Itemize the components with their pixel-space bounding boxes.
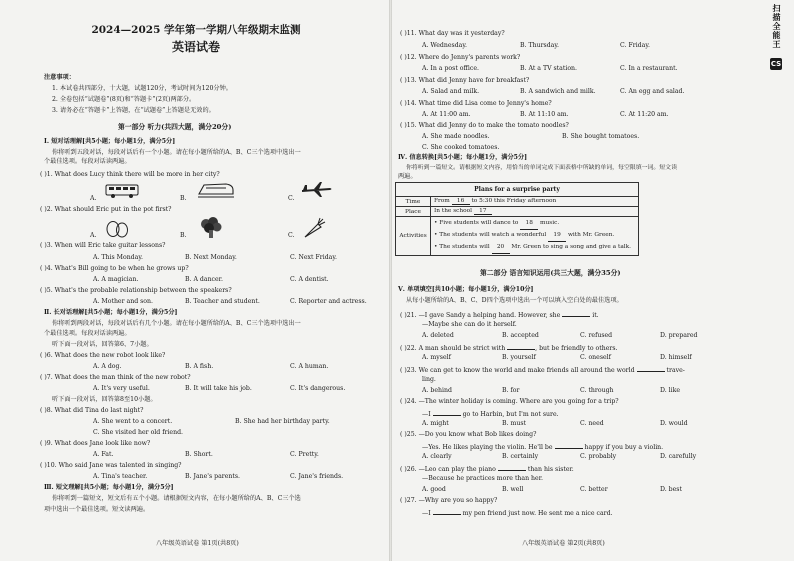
q7-option-b: B. It will take his job. xyxy=(185,385,252,392)
q23-option-a: A. behind xyxy=(422,387,452,394)
carrot-icon xyxy=(300,216,326,240)
question-11: ( )11. What day was it yesterday? xyxy=(400,30,505,37)
q3-option-b: B. Next Monday. xyxy=(185,254,237,261)
q6-option-b: B. A fish. xyxy=(185,363,214,370)
q21-option-d: D. prepared xyxy=(660,332,698,339)
question-2: ( )2. What should Eric put in the pot first? xyxy=(40,206,172,213)
q5-option-c: C. Reporter and actress. xyxy=(290,298,367,305)
q1-option-c: C. xyxy=(288,195,295,202)
section3-instruction: 你将听到一篇短文，短文后有五个小题。请根据短文内容，在每小题所给的A、B、C三个选 xyxy=(52,495,301,502)
blank-17[interactable]: 17 xyxy=(474,208,492,215)
q23-line2: ling. xyxy=(422,376,436,383)
q9-option-a: A. Fat. xyxy=(93,451,114,458)
q24-line2: —I go to Harbin, but I'm not sure. xyxy=(422,411,559,418)
question-26: ( )26. —Leo can play the piano than his sister. xyxy=(400,466,574,473)
q10-option-c: C. Jane's friends. xyxy=(290,473,344,480)
q13-option-c: C. An egg and salad. xyxy=(620,88,685,95)
section3-heading: Ⅲ. 短文理解[共5小题；每小题1分，满分5分] xyxy=(44,484,174,491)
q11-option-a: A. Wednesday. xyxy=(422,42,467,49)
q14-option-c: C. At 11:20 am. xyxy=(620,111,669,118)
q10-option-b: B. Jane's parents. xyxy=(185,473,241,480)
time-label: Time xyxy=(396,197,431,207)
q2-option-b: B. xyxy=(180,232,187,239)
q22-option-b: B. yourself xyxy=(502,354,536,361)
q15-option-c: C. She cooked tomatoes. xyxy=(422,144,500,151)
q11-option-c: C. Friday. xyxy=(620,42,650,49)
scanner-strip xyxy=(762,0,794,561)
section2-heading: Ⅱ. 长对话理解[共5小题；每小题1分，满分5分] xyxy=(44,309,178,316)
egg-icon xyxy=(104,218,130,238)
q25-option-a: A. clearly xyxy=(422,453,452,460)
q23-option-b: B. for xyxy=(502,387,520,394)
place-cell: In the school 17 xyxy=(431,207,639,217)
q25-option-c: C. probably xyxy=(580,453,617,460)
q13-option-b: B. A sandwich and milk. xyxy=(520,88,596,95)
q14-option-a: A. At 11:00 am. xyxy=(422,111,471,118)
question-4: ( )4. What's Bill going to be when he grows up? xyxy=(40,265,189,272)
q7-option-a: A. It's very useful. xyxy=(93,385,150,392)
broccoli-icon xyxy=(198,216,224,240)
question-22: ( )22. A man should be strict with , but be friendly to others. xyxy=(400,345,618,352)
question-25: ( )25. —Do you know what Bob likes doing? xyxy=(400,431,537,438)
q15-option-b: B. She bought tomatoes. xyxy=(562,133,640,140)
q10-option-a: A. Tina's teacher. xyxy=(93,473,148,480)
q4-option-a: A. A magician. xyxy=(93,276,139,283)
note-item: 1. 本试卷共四部分，十大题，试题120分，考试时间为120分钟。 xyxy=(52,85,232,92)
question-14: ( )14. What time did Lisa come to Jenny's home? xyxy=(400,100,552,107)
q2-option-c: C. xyxy=(288,232,295,239)
party-plan-table xyxy=(395,182,639,256)
q1-option-b: B. xyxy=(180,195,187,202)
q3-option-c: C. Next Friday. xyxy=(290,254,337,261)
bus-icon xyxy=(104,183,142,199)
part1-heading: 第一部分 听力(共四大题，满分20分) xyxy=(118,123,232,131)
q26-option-a: A. good xyxy=(422,486,446,493)
blank-19[interactable]: 19 xyxy=(548,230,566,242)
exam-subtitle: 英语试卷 xyxy=(171,40,220,54)
answer-blank[interactable] xyxy=(562,310,590,317)
q15-option-a: A. She made noodles. xyxy=(422,133,490,140)
footer-right: 八年级英语试卷 第2页(共8页) xyxy=(522,540,605,547)
q1-option-a: A. xyxy=(90,195,97,202)
left-page xyxy=(0,0,392,561)
q25-option-d: D. carefully xyxy=(660,453,697,460)
section3-instruction: 项中选出一个最佳选项。短文读两遍。 xyxy=(44,506,150,513)
q25-line2: —Yes. He likes playing the violin. He'll be happy if you buy a violin. xyxy=(422,444,664,451)
question-6: ( )6. What does the new robot look like? xyxy=(40,352,166,359)
q6-option-a: A. A dog. xyxy=(93,363,122,370)
listen-instruction: 听下面一段对话，回答第6、7小题。 xyxy=(52,341,153,348)
q24-option-d: D. would xyxy=(660,420,688,427)
airplane-icon xyxy=(300,180,334,198)
q8-option-c: C. She visited her old friend. xyxy=(93,429,184,436)
section4-instruction: 你将听到一篇短文。请根据短文内容，用恰当的单词完成下面表格中所缺的单词，每空限填一词。短文读 xyxy=(406,165,677,171)
section2-instruction: 个最佳选项。每段对话读两遍。 xyxy=(44,330,131,337)
section5-instruction: 从每小题所给的A、B、C、D四个选项中选出一个可以填入空白处的最佳选项。 xyxy=(406,297,623,304)
table-row xyxy=(396,217,639,256)
q23-option-c: C. through xyxy=(580,387,614,394)
question-21: ( )21. —I gave Sandy a helping hand. However, she it. xyxy=(400,312,599,319)
question-23: ( )23. We can get to know the world and make friends all around the world trave- xyxy=(400,367,685,374)
question-24: ( )24. —The winter holiday is coming. Where are you going for a trip? xyxy=(400,398,619,405)
section1-instruction: 个最佳选项。每段对话读两遍。 xyxy=(44,158,131,165)
part2-heading: 第二部分 语言知识运用(共三大题，满分35分) xyxy=(480,269,621,277)
q25-option-b: B. certainly xyxy=(502,453,539,460)
q27-line2: —I my pen friend just now. He sent me a nice card. xyxy=(422,510,613,517)
answer-blank[interactable] xyxy=(433,409,461,416)
answer-blank[interactable] xyxy=(433,508,461,515)
question-5: ( )5. What's the probable relationship between the speakers? xyxy=(40,287,232,294)
question-27: ( )27. —Why are you so happy? xyxy=(400,497,498,504)
q9-option-c: C. Pretty. xyxy=(290,451,319,458)
question-1: ( )1. What does Lucy think there will be more in her city? xyxy=(40,171,220,178)
q26-line2: —Because he practices more than her. xyxy=(422,475,543,482)
table-row xyxy=(396,207,639,217)
q12-option-b: B. At a TV station. xyxy=(520,65,578,72)
train-icon xyxy=(196,180,236,200)
question-13: ( )13. What did Jenny have for breakfast? xyxy=(400,77,530,84)
q13-option-a: A. Salad and milk. xyxy=(422,88,480,95)
blank-18[interactable]: 18 xyxy=(520,218,538,230)
q22-option-d: D. himself xyxy=(660,354,692,361)
q14-option-b: B. At 11:10 am. xyxy=(520,111,569,118)
question-10: ( )10. Who said Jane was talented in singing? xyxy=(40,462,182,469)
note-item: 3. 请务必在“答题卡”上答题，在“试题卷”上答题是无效的。 xyxy=(52,107,215,114)
answer-blank[interactable] xyxy=(637,365,665,372)
q11-option-b: B. Thursday. xyxy=(520,42,559,49)
activities-label: Activities xyxy=(396,217,431,256)
q5-option-b: B. Teacher and student. xyxy=(185,298,260,305)
q23-option-d: D. like xyxy=(660,387,681,394)
q5-option-a: A. Mother and son. xyxy=(93,298,153,305)
question-7: ( )7. What does the man think of the new robot? xyxy=(40,374,191,381)
q26-option-d: D. best xyxy=(660,486,682,493)
answer-blank[interactable] xyxy=(507,343,535,350)
q24-option-a: A. might xyxy=(422,420,449,427)
q22-option-c: C. oneself xyxy=(580,354,611,361)
q7-option-c: C. It's dangerous. xyxy=(290,385,346,392)
q9-option-b: B. Short. xyxy=(185,451,213,458)
q26-option-b: B. well xyxy=(502,486,524,493)
section2-instruction: 你将听到两段对话，每段对话后有几个小题。请在每小题所给的A、B、C三个选项中选出一 xyxy=(52,320,301,327)
listen-instruction: 听下面一段对话，回答第8至10小题。 xyxy=(52,396,157,403)
notes-heading: 注意事项： xyxy=(44,74,75,81)
blank-20[interactable]: 20 xyxy=(492,242,510,254)
time-cell: From 16 to 5:30 this Friday afternoon xyxy=(431,197,639,207)
q21-option-c: C. refused xyxy=(580,332,613,339)
q8-option-b: B. She had her birthday party. xyxy=(235,418,330,425)
q2-option-a: A. xyxy=(90,232,97,239)
blank-16[interactable]: 16 xyxy=(452,198,470,205)
table-row xyxy=(396,197,639,207)
q24-option-c: C. need xyxy=(580,420,604,427)
section1-heading: Ⅰ. 短对话理解[共5小题；每小题1分，满分5分] xyxy=(44,138,176,145)
q6-option-c: C. A human. xyxy=(290,363,329,370)
q21-line2: —Maybe she can do it herself. xyxy=(422,321,517,328)
q24-option-b: B. must xyxy=(502,420,526,427)
section1-instruction: 你将听到五段对话，每段对话后有一个小题。请在每小题所给的A、B、C三个选项中选出一 xyxy=(52,149,301,156)
footer-left: 八年级英语试卷 第1页(共8页) xyxy=(156,540,239,547)
section4-instruction: 两遍。 xyxy=(398,173,417,180)
question-9: ( )9. What does Jane look like now? xyxy=(40,440,151,447)
q3-option-a: A. This Monday. xyxy=(93,254,143,261)
q12-option-c: C. In a restaurant. xyxy=(620,65,678,72)
q22-option-a: A. myself xyxy=(422,354,451,361)
question-3: ( )3. When will Eric take guitar lessons? xyxy=(40,242,166,249)
section5-heading: Ⅴ. 单项填空[共10小题；每小题1分，满分10分] xyxy=(398,286,534,293)
section4-heading: Ⅳ. 信息转换[共5小题；每小题1分，满分5分] xyxy=(398,154,528,161)
exam-title: 2024—2025 学年第一学期八年级期末监测 xyxy=(91,24,301,36)
scanner-watermark: 扫描全能王 xyxy=(772,4,781,49)
activities-cell: • Five students will dance to 18 music. • The students will watch a wonderful 19 with Mr. Green. • The students will 20 Mr. Green to sing a song and give a talk. xyxy=(431,217,639,256)
question-12: ( )12. Where do Jenny's parents work? xyxy=(400,54,521,61)
question-15: ( )15. What did Jenny do to make the tomato noodles? xyxy=(400,122,569,129)
question-8: ( )8. What did Tina do last night? xyxy=(40,407,144,414)
table-title: Plans for a surprise party xyxy=(396,183,639,197)
answer-blank[interactable] xyxy=(555,442,583,449)
answer-blank[interactable] xyxy=(498,464,526,471)
q12-option-a: A. In a post office. xyxy=(422,65,479,72)
q8-option-a: A. She went to a concert. xyxy=(93,418,173,425)
q26-option-c: C. better xyxy=(580,486,608,493)
q4-option-b: B. A dancer. xyxy=(185,276,223,283)
q21-option-b: B. accepted xyxy=(502,332,539,339)
right-page xyxy=(392,0,762,561)
place-label: Place xyxy=(396,207,431,217)
q4-option-c: C. A dentist. xyxy=(290,276,329,283)
scanner-logo-icon: CS xyxy=(770,60,782,68)
note-item: 2. 全卷包括“试题卷”(8页)和“答题卡”(2页)两部分。 xyxy=(52,96,196,103)
q21-option-a: A. deleted xyxy=(422,332,454,339)
